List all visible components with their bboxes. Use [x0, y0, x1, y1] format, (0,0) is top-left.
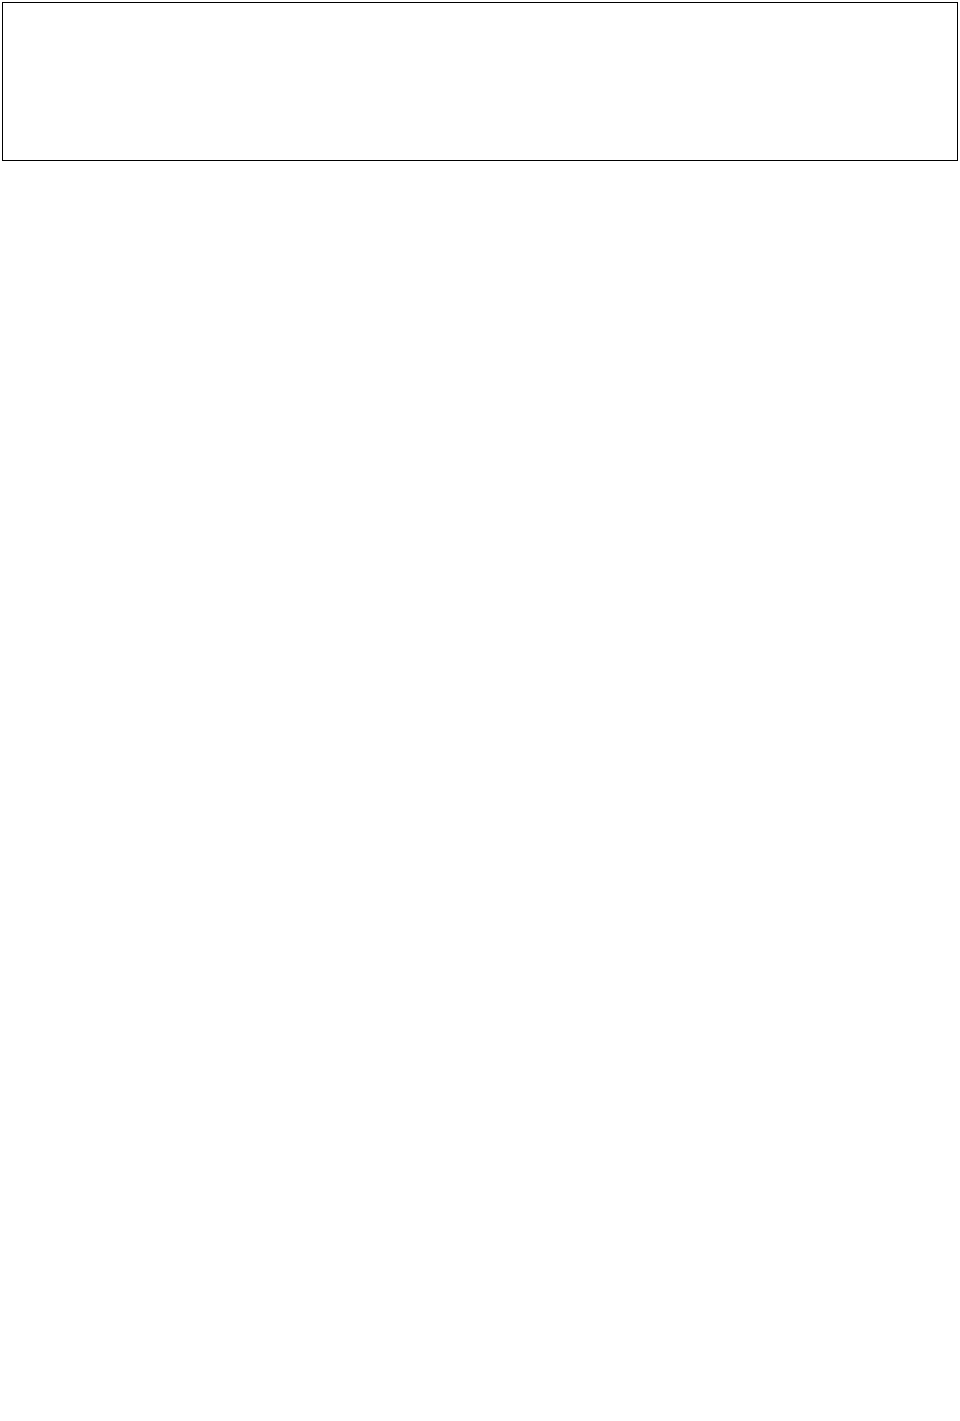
section-11-frame: [2, 2, 958, 161]
